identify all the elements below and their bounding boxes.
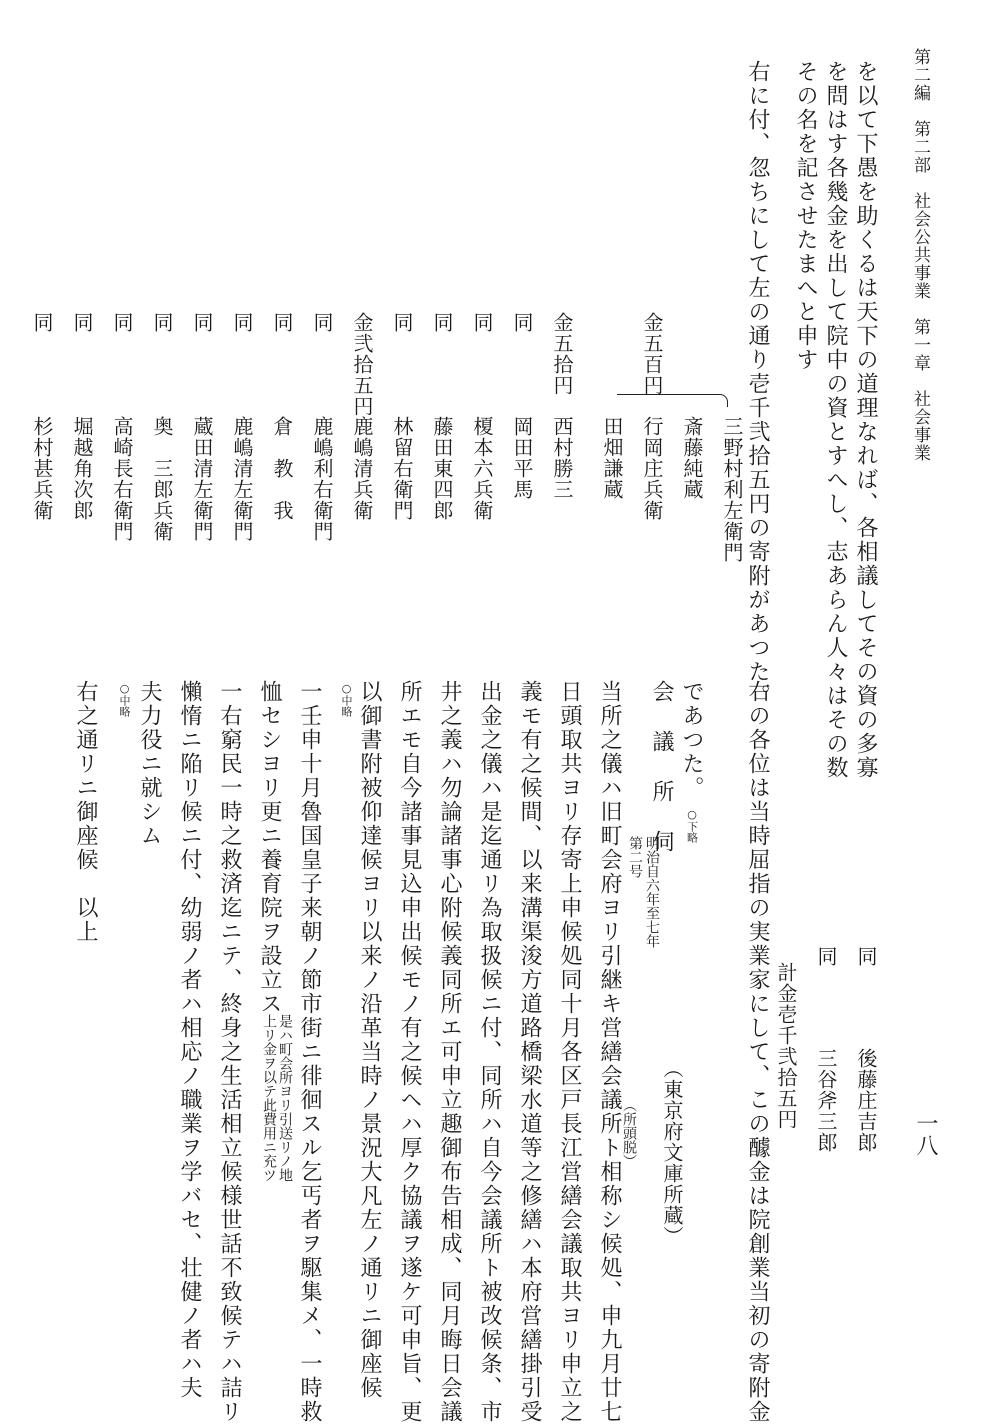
- page-number: 一八: [913, 1112, 938, 1156]
- donor-name: 堀越角次郎: [70, 416, 94, 521]
- para1-line3: その名を記させたまへと申す: [793, 60, 818, 372]
- donor-amount: 金弐拾五円: [350, 312, 374, 417]
- body-line: 懶惰ニ陥リ候ニ付、幼弱ノ者ハ相応ノ職業ヲ学バセ、壮健ノ者ハ夫: [177, 680, 202, 1400]
- running-header: 第二編 第二部 社会公共事業 第一章 社会事業: [910, 48, 930, 462]
- body-line: 当所之儀ハ旧町会府ヨリ引継キ営繕会議所ト相称シ候処、申九月廿七: [597, 680, 622, 1424]
- donor-name: 岡田平馬: [510, 416, 534, 500]
- donor-amount: 同: [150, 312, 174, 333]
- omission-mark: ○下略: [685, 808, 699, 843]
- body-note: 上リ金ヲ以テ此費用ニ充ツ: [261, 1014, 277, 1182]
- body-line: 日頭取共ヨリ存寄上申候処同十月各区戸長江営繕会議取共ヨリ申立之: [557, 680, 582, 1424]
- body-line: 出金之儀ハ是迄通リ為取扱候ニ付、同所ハ自今会議所ト被改候条、市: [477, 680, 502, 1424]
- donor-amount: 同: [310, 312, 334, 333]
- closing-line: 右之通リニ御座候 以上: [73, 680, 98, 944]
- donor-amount: 金五拾円: [550, 312, 574, 396]
- donor-name: 鹿嶋清左衛門: [230, 416, 254, 542]
- total: 計金壱千弐拾五円: [774, 962, 798, 1130]
- donor-name: 蔵田清左衛門: [190, 416, 214, 542]
- body-line: 所エモ自今諸事見込申出候モノ有之候ヘハ厚ク協議ヲ遂ケ可申旨、更: [397, 680, 422, 1424]
- donor-name: 倉 教 我: [270, 416, 294, 521]
- doc-title: 会 議 所 伺: [649, 680, 674, 855]
- donor-amount: 金五百円: [640, 312, 664, 396]
- donor-name: 斎藤純蔵: [680, 416, 704, 500]
- donor-name: 三野村利左衛門: [720, 416, 744, 563]
- donor-amount: 同: [510, 312, 534, 333]
- body-line: 一壬申十月魯国皇子来朝ノ節市街ニ徘徊スル乞丐者ヲ駆集メ、一時救: [297, 680, 322, 1424]
- donor-amount: 同: [814, 946, 838, 967]
- donor-amount: 同: [390, 312, 414, 333]
- donor-name: 行岡庄兵衛: [640, 416, 664, 521]
- donor-name: 高崎長右衛門: [110, 416, 134, 542]
- para1-line1: を以て下愚を助くるは天下の道理なれば、各相議してその資の多寡: [853, 60, 878, 780]
- donor-name: 三谷斧三郎: [814, 1048, 838, 1153]
- donor-name: 杉村甚兵衛: [30, 416, 54, 521]
- donor-name: 藤田東四郎: [430, 416, 454, 521]
- body-line: 恤セシヨリ更ニ養育院ヲ設立ス: [257, 680, 282, 1016]
- donor-amount: 同: [470, 312, 494, 333]
- donor-name: 林留右衛門: [390, 416, 414, 521]
- body-line: 一右窮民一時之救済迄ニテ、終身之生活相立候様世話不致候テハ詰リ: [217, 680, 242, 1424]
- donor-name: 鹿嶋清兵衛: [350, 416, 374, 521]
- doc-number: 第二号: [627, 836, 643, 878]
- donor-amount: 同: [854, 946, 878, 967]
- donor-name: 西村勝三: [550, 416, 574, 500]
- donor-amount: 同: [190, 312, 214, 333]
- donor-name: 奥 三郎兵衛: [150, 416, 174, 542]
- source: （東京府文庫所蔵）: [660, 1058, 684, 1247]
- doc-date: 明治自六年至七年: [644, 836, 660, 948]
- body-line: 夫力役ニ就シム: [137, 680, 162, 848]
- para2: 右に付、忽ちにして左の通り壱千弐拾五円の寄附があつた。: [745, 60, 770, 708]
- donor-amount: 同: [30, 312, 54, 333]
- donor-amount: 同: [70, 312, 94, 333]
- donor-name: 後藤庄吉郎: [854, 1048, 878, 1153]
- body-line: 井之義ハ勿論諸事心附候義同所エ可申立趣御布告相成、同月晦日会議: [437, 680, 462, 1424]
- donor-name: 鹿嶋利右衛門: [310, 416, 334, 542]
- para1-line2: を問はす各幾金を出して院中の資とすへし、志あらん人々はその数: [823, 60, 848, 780]
- body-note: （所頭脱）: [621, 1098, 637, 1168]
- donor-name: 榎本六兵衛: [470, 416, 494, 521]
- body-note: 是ハ町会所ヨリ引送リノ地: [277, 1014, 293, 1182]
- body-line: 義モ有之候間、以来溝渠浚方道路橋梁水道等之修繕ハ本府営繕掛引受: [517, 680, 542, 1424]
- note-text: であつた。: [679, 680, 704, 800]
- omission-mark: ○中略: [118, 682, 131, 717]
- donor-amount: 同: [110, 312, 134, 333]
- donor-amount: 同: [270, 312, 294, 333]
- omission-mark: ○中略: [340, 682, 353, 717]
- donor-name: 田畑謙蔵: [600, 416, 624, 500]
- donor-amount: 同: [230, 312, 254, 333]
- bracket: [617, 394, 728, 407]
- note-line1: 右の各位は当時屈指の実業家にして、この醵金は院創業当初の寄附金: [745, 680, 770, 1424]
- donor-amount: 同: [430, 312, 454, 333]
- body-line: 以御書附被仰達候ヨリ以来ノ沿革当時ノ景況大凡左ノ通リニ御座候: [357, 680, 382, 1400]
